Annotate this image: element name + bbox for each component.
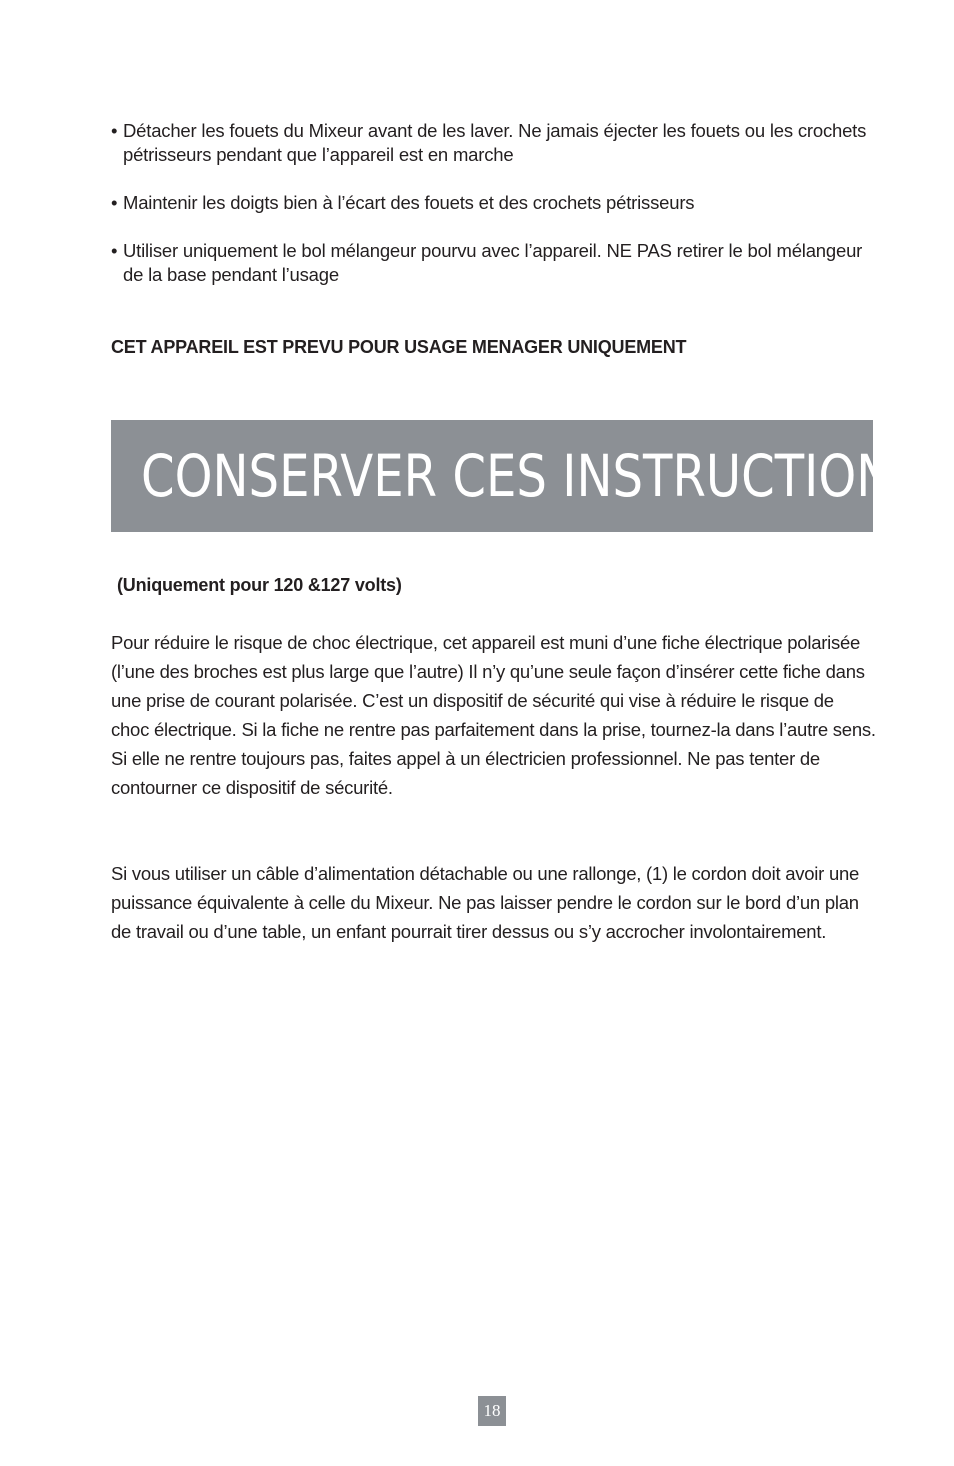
bullet-dot: •: [111, 120, 118, 141]
voltage-note: (Uniquement pour 120 &127 volts): [117, 575, 402, 595]
bullet-item: [111, 239, 871, 287]
bullet-dot: •: [111, 240, 118, 261]
bullet-text: Maintenir les doigts bien à l’écart des fouets et des crochets pétrisseurs: [123, 192, 695, 213]
bullet-dot: •: [111, 192, 118, 213]
section-banner: [111, 420, 923, 532]
page-number: 18: [478, 1396, 506, 1426]
bullet-item: [111, 191, 871, 215]
polarized-plug-paragraph: Pour réduire le risque de choc électrique, cet appareil est muni d’une fiche électrique polarisée (l’une des broches est plus large que l’autre) Il n’y qu’une seule façon d’insérer cette fiche dans une prise de courant polarisée. C’est un dispositif de sécurité qui vise à réduire le risque de choc électrique. Si la fiche ne rentre pas parfaitement dans la prise, tournez-la dans l’autre sens. Si elle ne rentre toujours pas, faites appel à un électricien professionnel. Ne pas tenter de contourner ce dispositif de sécurité.: [111, 632, 876, 798]
banner-title: CONSERVER CES INSTRUCTIONS: [141, 442, 923, 510]
bullet-text: Détacher les fouets du Mixeur avant de les laver. Ne jamais éjecter les fouets ou les crochets pétrisseurs pendant que l’appareil est en marche: [123, 120, 867, 165]
bullet-item: [111, 119, 871, 167]
extension-cord-paragraph: Si vous utiliser un câble d’alimentation détachable ou une rallonge, (1) le cordon doit avoir une puissance équivalente à celle du Mixeur. Ne pas laisser pendre le cordon sur le bord d’un plan de travail ou d’une table, un enfant pourrait tirer dessus ou s’y accrocher involontairement.: [111, 863, 860, 942]
safety-bullet-list: [111, 119, 871, 311]
bullet-text: Utiliser uniquement le bol mélangeur pourvu avec l’appareil. NE PAS retirer le bol mélangeur de la base pendant l’usage: [123, 240, 863, 285]
household-use-warning: CET APPAREIL EST PREVU POUR USAGE MENAGER UNIQUEMENT: [111, 337, 687, 357]
